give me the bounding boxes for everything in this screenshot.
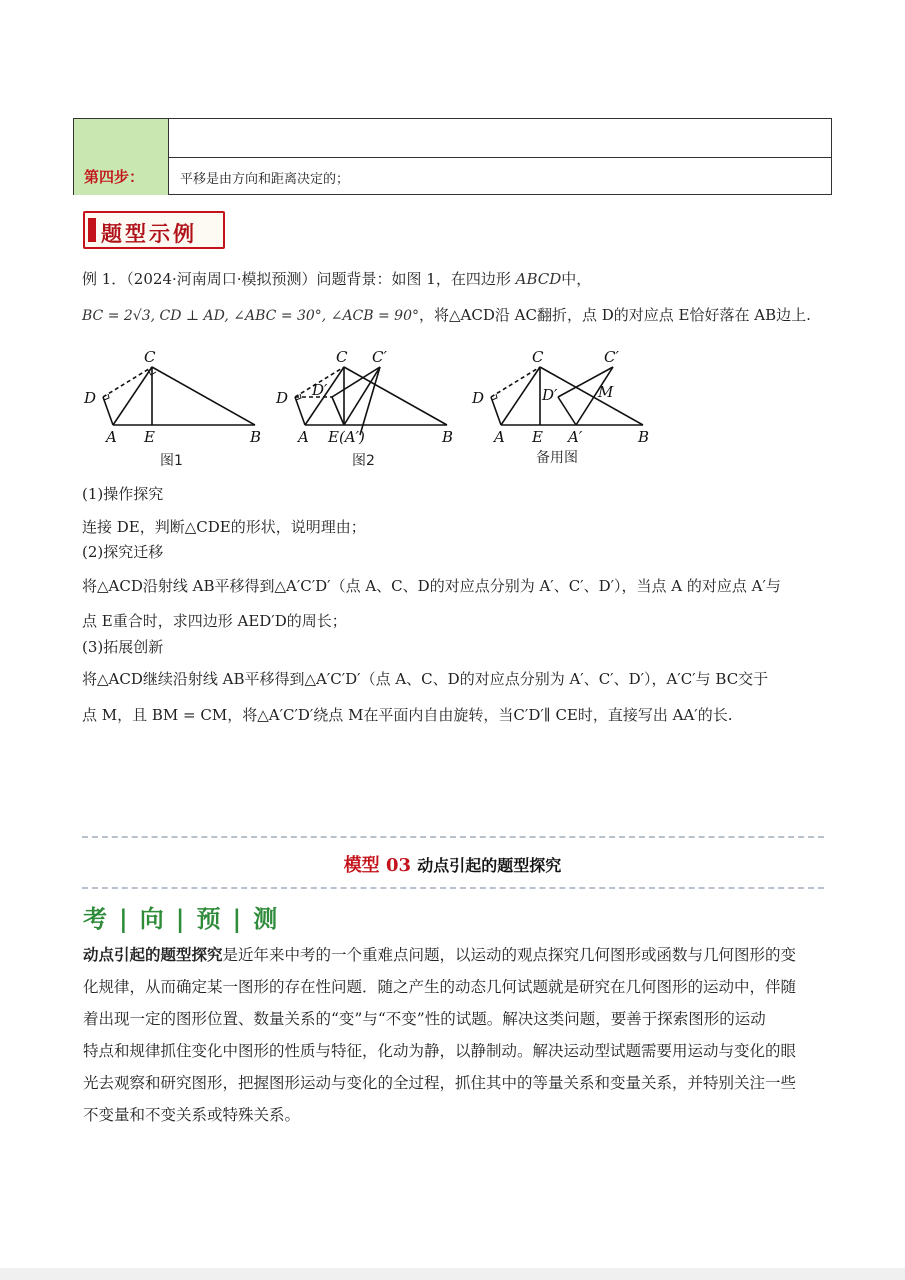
figure-2 [272, 345, 462, 470]
segment-AD [295, 397, 305, 425]
part-1-text: 连接 DE，判断△CDE的形状，说明理由； [82, 518, 366, 536]
label-A: A [494, 428, 505, 446]
label-M: M [598, 383, 614, 401]
label-Dprime: D′ [312, 381, 328, 399]
label-A: A [298, 428, 309, 446]
forecast-divider: | [175, 904, 185, 933]
figure-3-caption: 备用图 [536, 450, 578, 466]
banner-label: 题型示例 [101, 222, 197, 246]
bottom-bar [0, 1268, 905, 1280]
given-conditions: BC = 2√3, CD ⊥ AD, ∠ABC = 30°, ∠ACB = 90° [82, 308, 419, 324]
forecast-char: 测 [253, 904, 278, 933]
example-banner [83, 211, 225, 249]
segment-DC [491, 367, 540, 397]
intro-line: 不变量和不变关系或特殊关系。 [83, 1106, 301, 1124]
label-Dprime: D′ [542, 386, 558, 404]
right-angle-D [492, 394, 497, 400]
label-C: C [144, 348, 156, 366]
forecast-divider: | [119, 904, 128, 933]
section-divider-bottom [82, 887, 824, 889]
figure-1-caption: 图1 [160, 453, 183, 469]
example-line-2 [82, 304, 811, 325]
example-math: ABCD [515, 270, 562, 288]
example-statement: ，将△ACD沿 AC翻折，点 D的对应点 E恰好落在 AB边上. [419, 306, 811, 324]
label-E: E(A′) [328, 428, 365, 446]
intro-line-text: 是近年来中考的一个重难点问题，以运动的观点探究几何图形或函数与几何图形的变 [222, 946, 797, 964]
label-Aprime: A′ [568, 428, 583, 446]
label-B: B [250, 428, 262, 446]
intro-paragraph [83, 939, 825, 1131]
segment-DC [103, 367, 152, 397]
label-D: D [472, 389, 485, 407]
label-B: B [638, 428, 650, 446]
example-intro: 例 1．（2024·河南周口·模拟预测）问题背景：如图 1，在四边形 [82, 270, 511, 288]
right-angle-D [104, 394, 109, 400]
step-label-cell [74, 157, 169, 195]
step-table-row [74, 119, 831, 158]
part-2-title: (2)探究迁移 [82, 543, 164, 561]
segment-AD [491, 397, 501, 425]
label-Cprime: C′ [604, 348, 619, 366]
figure-1 [80, 345, 270, 470]
step-table [73, 118, 832, 195]
forecast-heading [83, 899, 277, 934]
label-E: E [532, 428, 543, 446]
label-C: C [532, 348, 544, 366]
label-Cprime: C′ [372, 348, 387, 366]
model-name: 动点引起的题型探究 [417, 856, 562, 875]
forecast-divider: | [232, 904, 242, 933]
intro-line: 光去观察和研究图形，把握图形运动与变化的全过程，抓住其中的等量关系和变量关系，并特别关注一些 [83, 1074, 797, 1092]
label-C: C [336, 348, 348, 366]
part-3-text-b: 点 M，且 BM = CM，将△A′C′D′绕点 M在平面内自由旋转，当C′D′∥ CE时，直接写出 AA′的长. [82, 706, 733, 724]
step-label-cell [74, 119, 169, 157]
intro-line: 化规律，从而确定某一图形的存在性问题．随之产生的动态几何试题就是研究在几何图形的运动中，伴随 [83, 978, 797, 996]
segment-AC [501, 367, 540, 425]
label-B: B [442, 428, 454, 446]
model-number: 模型 03 [343, 855, 412, 876]
example-line-1 [82, 268, 591, 289]
label-E: E [144, 428, 155, 446]
intro-line: 特点和规律抓住变化中图形的性质与特征，化动为静，以静制动。解决运动型试题需要用运动与变化的眼 [83, 1042, 797, 1060]
intro-line [83, 939, 825, 971]
example-intro-end: 中， [561, 270, 592, 288]
step-table-row [74, 157, 831, 195]
figure-3 [468, 345, 668, 470]
part-2-text-a: 将△ACD沿射线 AB平移得到△A′C′D′（点 A、C、D的对应点分别为 A′、C′、D′），当点 A 的对应点 A′与 [82, 577, 781, 595]
banner-bar [88, 218, 96, 242]
label-A: A [106, 428, 117, 446]
segment-CB [344, 367, 447, 425]
segment-AC [113, 367, 152, 425]
part-1-title: (1)操作探究 [82, 485, 164, 503]
intro-bold-lead: 动点引起的题型探究 [83, 945, 223, 964]
forecast-char: 考 [83, 904, 107, 933]
step-text: 平移是由方向和距离决定的； [180, 172, 350, 187]
part-2-text-b: 点 E重合时，求四边形 AED′D的周长； [82, 612, 347, 630]
forecast-char: 预 [196, 904, 221, 933]
label-D: D [84, 389, 97, 407]
figure-2-caption: 图2 [352, 453, 375, 469]
part-3-title: (3)拓展创新 [82, 638, 164, 656]
part-3-text-a: 将△ACD继续沿射线 AB平移得到△A′C′D′（点 A、C、D的对应点分别为 A′、C′、D′），A′C′与 BC交于 [82, 670, 769, 688]
segment-AD [103, 397, 113, 425]
segment-AprimeCprime [344, 367, 380, 425]
intro-line: 着出现一定的图形位置、数量关系的“变”与“不变”性的试题。解决这类问题，要善于探索图形的运动 [83, 1010, 766, 1028]
model-title [0, 851, 905, 877]
segment-AprimeDprime [558, 397, 576, 425]
label-D: D [276, 389, 289, 407]
step-label: 第四步： [84, 168, 145, 186]
segment-ADprime [332, 397, 344, 425]
section-divider-top [82, 836, 824, 838]
segment-CB [152, 367, 255, 425]
forecast-char: 向 [139, 904, 164, 933]
